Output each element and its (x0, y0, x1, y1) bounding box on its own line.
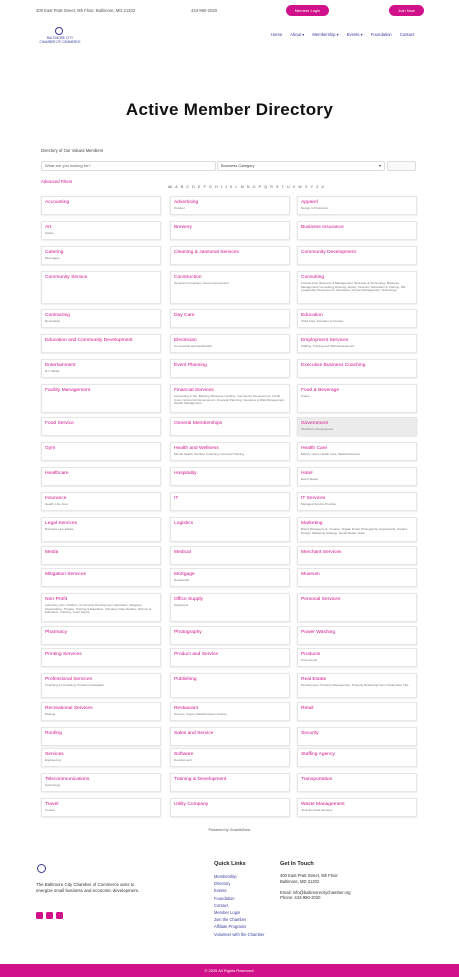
category-name: Roofing (45, 731, 62, 736)
category-name: General Memberships (174, 421, 223, 426)
category-card[interactable] (170, 648, 290, 667)
category-select-value: Business Category (221, 163, 255, 168)
category-name: Telecommunications (45, 777, 90, 782)
category-name: Office Supply (174, 597, 203, 602)
category-subcategories: Studio (45, 231, 54, 235)
category-card[interactable] (297, 568, 417, 587)
category-card[interactable] (41, 568, 161, 587)
category-card[interactable] (297, 673, 417, 698)
category-subcategories: Business Law, Estate (45, 527, 74, 531)
category-subcategories: Mental Health, Nutrition Coaching, Personal Training (174, 452, 244, 456)
category-name: Hotel (301, 471, 313, 476)
category-subcategories: Equipment (174, 603, 189, 607)
category-subcategories: Outdoor (174, 206, 185, 210)
category-subcategories: Event Space (301, 477, 319, 481)
join-now-button[interactable]: Join Now (389, 5, 424, 16)
chamber-logo[interactable] (38, 27, 82, 47)
category-card[interactable] (297, 271, 417, 304)
alpha-filter-b[interactable]: B (180, 185, 184, 189)
category-card[interactable] (297, 773, 417, 792)
alpha-filter-d[interactable]: D (192, 185, 195, 189)
category-card[interactable] (170, 196, 290, 215)
category-name: IT Services (301, 496, 326, 501)
nav-item-contact[interactable]: Contact (399, 32, 415, 37)
contact-line: 400 East Pratt Street, 8th Floor (280, 873, 338, 878)
alpha-filter-q[interactable]: Q (264, 185, 268, 189)
category-name: Advertising (174, 200, 199, 205)
category-subcategories: Coaching & Consulting, Private Investigation (45, 683, 105, 687)
category-subcategories: General Contracting, Home Improvement (174, 281, 229, 285)
footer-logo[interactable] (36, 864, 48, 876)
category-name: Construction (174, 275, 202, 280)
alpha-filter-p[interactable]: P (258, 185, 262, 189)
category-card[interactable] (297, 417, 417, 436)
alpha-filter-j[interactable]: J (224, 185, 227, 189)
category-subcategories: Grocery, Vegan, Mediterranean Cuisine (174, 712, 227, 716)
alpha-filter-i[interactable]: I (220, 185, 222, 189)
category-name: Event Planning (174, 363, 207, 368)
category-card[interactable] (41, 467, 161, 486)
category-name: Health and Wellness (174, 446, 219, 451)
category-card[interactable] (41, 546, 161, 565)
category-name: Retail (301, 706, 314, 711)
category-card[interactable] (170, 221, 290, 240)
category-subcategories: DJ / Media (45, 369, 60, 373)
alpha-filter-v[interactable]: V (292, 185, 296, 189)
category-card[interactable] (170, 467, 290, 486)
category-card[interactable] (170, 568, 290, 587)
nav-item-foundation[interactable]: Foundation (370, 32, 392, 37)
category-card[interactable] (41, 517, 161, 542)
category-card[interactable] (41, 492, 161, 511)
category-card[interactable] (297, 246, 417, 265)
category-name: Legal Services (45, 521, 78, 526)
category-subcategories: Development, Property Management, Property Redevelopment, Residential, Title (301, 683, 409, 687)
facebook-icon[interactable] (36, 912, 43, 919)
category-card[interactable] (297, 626, 417, 645)
category-name: Training & Development (174, 777, 227, 782)
category-card[interactable] (170, 334, 290, 353)
powered-by-text: Powered by GrowthZone (208, 828, 251, 832)
category-card[interactable] (297, 748, 417, 767)
category-card[interactable] (41, 773, 161, 792)
category-name: Software (174, 752, 194, 757)
category-name: Cleaning & Janitorial Services (174, 250, 239, 255)
advanced-filters-link[interactable]: Advanced Filters (41, 179, 73, 184)
logo-line2: CHAMBER OF COMMERCE (39, 40, 81, 44)
alpha-filter-r[interactable]: R (270, 185, 273, 189)
category-name: Government (301, 421, 328, 426)
category-name: Day Care (174, 313, 195, 318)
search-input[interactable]: What are you looking for? (41, 161, 216, 171)
category-card[interactable] (41, 246, 161, 265)
category-card[interactable] (170, 309, 290, 328)
category-card[interactable] (41, 384, 161, 413)
category-card[interactable] (41, 673, 161, 698)
alphabet-filter (168, 185, 324, 189)
category-subcategories: Promotional (301, 658, 318, 662)
contact-info (280, 873, 351, 901)
category-card[interactable] (297, 798, 417, 817)
category-subcategories: Child Care, Freedom of Literacy (301, 319, 344, 323)
category-card[interactable] (297, 359, 417, 378)
alpha-filter-f[interactable]: F (203, 185, 206, 189)
quick-link[interactable]: Member Login (214, 910, 241, 916)
top-bar (0, 0, 459, 22)
alpha-filter-all[interactable]: All (168, 185, 172, 189)
alpha-filter-t[interactable]: T (281, 185, 284, 189)
nav-item-events[interactable]: Events ▾ (346, 32, 363, 37)
category-subcategories: Brand Management, Creative, Digital, Email, Photography, Experiential, Graphic Design, Marketing Strategy, Social Media, Video (301, 527, 408, 535)
alpha-filter-a[interactable]: A (175, 185, 178, 189)
category-card[interactable] (297, 442, 417, 461)
category-name: Education and Community Development (45, 338, 133, 343)
category-card[interactable] (41, 648, 161, 667)
category-name: Recreational Services (45, 706, 93, 711)
category-name: Accounting (45, 200, 70, 205)
category-card[interactable] (41, 748, 161, 767)
category-name: Sales and Service (174, 731, 214, 736)
category-name: Pharmacy (45, 630, 68, 635)
footer-logo-mark-icon (37, 864, 46, 873)
category-name: Publishing (174, 677, 197, 682)
category-name: Logistics (174, 521, 194, 526)
contact-line: Email: info@baltimorecitychamber.org (280, 889, 351, 895)
category-subcategories: Renovation (45, 319, 61, 323)
category-subcategories: Cakes (301, 394, 310, 398)
category-card[interactable] (297, 593, 417, 622)
category-card[interactable] (170, 626, 290, 645)
category-card[interactable] (170, 702, 290, 721)
phone-text[interactable]: 443-960-2020 (191, 8, 218, 13)
quick-link[interactable]: Contact (214, 902, 229, 908)
category-card[interactable] (41, 221, 161, 240)
category-card[interactable] (41, 593, 161, 622)
alpha-filter-l[interactable]: L (235, 185, 238, 189)
category-card[interactable] (170, 773, 290, 792)
category-card[interactable] (297, 517, 417, 542)
category-card[interactable] (170, 673, 290, 698)
alpha-filter-g[interactable]: G (208, 185, 212, 189)
alpha-filter-x[interactable]: X (305, 185, 308, 189)
category-name: Employment Services (301, 338, 349, 343)
address-text: 400 East Pratt Street, 8th Floor, Baltimore, MD 21202 (36, 8, 136, 13)
category-card[interactable] (41, 798, 161, 817)
nav-item-membership[interactable]: Membership ▾ (312, 32, 339, 37)
member-login-button[interactable]: Member Login (286, 5, 329, 16)
category-name: Executive Business Coaching (301, 363, 366, 368)
category-name: Community Service (45, 275, 88, 280)
category-name: Utility Company (174, 802, 209, 807)
category-name: Power Washing (301, 630, 336, 635)
category-subcategories: Technology (45, 783, 61, 787)
category-card[interactable] (41, 702, 161, 721)
category-card[interactable] (297, 727, 417, 746)
quick-link[interactable]: Directory (214, 881, 231, 887)
category-name: Products (301, 652, 321, 657)
category-card[interactable] (41, 359, 161, 378)
category-subcategories: Design & Production (301, 206, 329, 210)
category-card[interactable] (170, 384, 290, 413)
alpha-filter-c[interactable]: C (186, 185, 189, 189)
category-card[interactable] (41, 417, 161, 436)
quick-link[interactable]: Affiliate Programs (214, 924, 247, 930)
category-subcategories: Junk Removal Services (301, 808, 333, 812)
category-subcategories: Health, Life, Auto (45, 502, 68, 506)
category-card[interactable] (297, 467, 417, 486)
category-name: Apparel (301, 200, 318, 205)
nav-item-about[interactable]: About ▾ (290, 32, 305, 37)
alpha-filter-e[interactable]: E (197, 185, 201, 189)
category-name: Product and Service (174, 652, 219, 657)
category-subcategories: Residential (174, 578, 189, 582)
category-card[interactable] (41, 442, 161, 461)
contact-line: Phone: 443-960-2020 (280, 895, 321, 901)
quick-link[interactable]: Join the Chamber (214, 917, 247, 923)
category-card[interactable] (297, 334, 417, 353)
alpha-filter-y[interactable]: Y (310, 185, 313, 189)
category-card[interactable] (170, 442, 290, 461)
category-name: Restaurant (174, 706, 198, 711)
category-name: Entertainment (45, 363, 76, 368)
category-subcategories: Boating (45, 712, 56, 716)
category-name: Printing Services (45, 652, 82, 657)
category-card[interactable] (170, 798, 290, 817)
quick-link[interactable]: Membership (214, 874, 237, 879)
nav-item-home[interactable]: Home (271, 32, 283, 37)
search-button[interactable] (387, 161, 416, 171)
category-subcategories: Engineering (45, 758, 62, 762)
alpha-filter-s[interactable]: S (276, 185, 279, 189)
category-card[interactable] (170, 546, 290, 565)
category-name: Staffing Agency (301, 752, 335, 757)
alpha-filter-w[interactable]: W (298, 185, 302, 189)
category-subcategories: Staffing, Training and Skill Development (301, 344, 355, 348)
category-name: Marketing (301, 521, 323, 526)
category-name: Healthcare (45, 471, 69, 476)
category-card[interactable] (297, 492, 417, 511)
category-card[interactable] (41, 309, 161, 328)
category-name: Facility Management (45, 388, 91, 393)
category-name: Professional Services (45, 677, 93, 682)
quick-link[interactable]: Foundation (214, 895, 235, 901)
category-name: Merchant Services (301, 550, 342, 555)
category-name: Non-Profit (45, 597, 68, 602)
category-name: Hospitality (174, 471, 197, 476)
category-name: Gym (45, 446, 56, 451)
category-card[interactable] (170, 417, 290, 436)
instagram-icon[interactable] (46, 912, 53, 919)
main-nav (271, 32, 414, 38)
category-card[interactable] (297, 702, 417, 721)
category-name: Financial Services (174, 388, 214, 393)
category-name: Media (45, 550, 59, 555)
category-name: Health Care (301, 446, 328, 451)
category-card[interactable] (297, 546, 417, 565)
category-card[interactable] (41, 727, 161, 746)
alpha-filter-k[interactable]: K (229, 185, 233, 189)
category-card[interactable] (170, 492, 290, 511)
category-name: Mortgage (174, 572, 195, 577)
quick-links-list (214, 873, 265, 938)
category-name: Transportation (301, 777, 333, 782)
footer-description: The Baltimore City Chamber of Commerce aims to energize small business and economic development. (36, 882, 139, 893)
alpha-filter-u[interactable]: U (287, 185, 290, 189)
category-name: Medical (174, 550, 191, 555)
category-name: Mitigation Services (45, 572, 87, 577)
category-card[interactable] (297, 384, 417, 413)
alpha-filter-z[interactable]: Z (316, 185, 319, 189)
category-name: Services (45, 752, 64, 757)
category-subcategories: Managed Service Provider (301, 502, 337, 506)
category-name: Personal Services (301, 597, 341, 602)
alpha-filter-o[interactable]: O (252, 185, 256, 189)
category-name: Real Estate (301, 677, 327, 682)
category-card[interactable] (170, 517, 290, 542)
copyright-bar: © 2025 All Rights Reserved. (0, 964, 459, 977)
business-category-select[interactable] (217, 161, 385, 171)
chevron-down-icon: ▾ (378, 163, 381, 168)
category-card[interactable] (41, 626, 161, 645)
category-name: Security (301, 731, 319, 736)
category-subcategories: Workforce Development (301, 427, 334, 431)
category-name: Contracting (45, 313, 71, 318)
category-card[interactable] (170, 359, 290, 378)
logo-mark-icon (55, 27, 63, 35)
category-name: Art (45, 225, 52, 230)
category-card[interactable] (41, 196, 161, 215)
category-card[interactable] (170, 593, 290, 622)
category-name: Community Development (301, 250, 356, 255)
category-subcategories: Beverages (45, 256, 60, 260)
quick-link[interactable]: Volunteer with the Chamber (214, 931, 265, 937)
category-card[interactable] (170, 246, 290, 265)
category-name: Food Service (45, 421, 74, 426)
category-name: Electrician (174, 338, 197, 343)
category-subcategories: Architectural, Business & Management, Business & Technology, Business Management Consulting, Diversity, Equity, Inclusion, Education & Training, HR, Leadership Development, Operations, Project Management, Technology (301, 281, 406, 293)
alpha-filter-h[interactable]: H (214, 185, 218, 189)
directory-subheading: Directory of Our Valued Members (41, 148, 104, 153)
category-name: Food & Beverage (301, 388, 340, 393)
category-name: Photography (174, 630, 202, 635)
category-name: Travel (45, 802, 59, 807)
category-subcategories: Advocacy, Arts, Children, Community Development, Education, Religious Organization, Theatre, Training & Education, Volunteer Opportunities, Women & Education, Training, Youth Sports (45, 603, 152, 615)
category-subcategories: Cruises (45, 808, 56, 812)
page-title: Active Member Directory (125, 100, 334, 119)
category-name: Education (301, 313, 323, 318)
category-card[interactable] (297, 309, 417, 328)
alpha-filter-m[interactable]: M (240, 185, 244, 189)
category-subcategories: Development (174, 758, 192, 762)
linkedin-icon[interactable] (56, 912, 63, 919)
contact-line: Baltimore, MD 21202 (280, 878, 320, 884)
category-name: Consulting (301, 275, 325, 280)
category-card[interactable] (297, 196, 417, 215)
category-name: Catering (45, 250, 64, 255)
category-name: IT (174, 496, 179, 501)
category-card[interactable] (170, 271, 290, 304)
category-card[interactable] (41, 334, 161, 353)
quick-link[interactable]: Events (214, 888, 227, 894)
category-card[interactable] (170, 727, 290, 746)
category-card[interactable] (170, 748, 290, 767)
get-in-touch-heading: Get In Touch (280, 861, 314, 867)
category-name: Brewery (174, 225, 192, 230)
quick-links-heading: Quick Links (214, 861, 246, 867)
alpha-filter-n[interactable]: N (246, 185, 250, 189)
alpha-filter-hash[interactable]: # (321, 185, 324, 189)
category-subcategories: Commercial and Residential (174, 344, 212, 348)
category-subcategories: Accounting & Tax, Banking, Business Lending, Community Development, Credit Union, Economic Development, Financial Planning, Insurance & Risk Management, Wealth Management (174, 394, 285, 406)
logo-line1: BALTIMORE CITY (46, 36, 74, 40)
category-name: Waste Management (301, 802, 345, 807)
category-card[interactable] (297, 221, 417, 240)
category-subcategories: Elderly, Home Health Care, Medical Devices (301, 452, 360, 456)
category-card[interactable] (41, 271, 161, 304)
category-name: Insurance (45, 496, 67, 501)
category-name: Business Insurance (301, 225, 344, 230)
category-name: Museum (301, 572, 320, 577)
category-card[interactable] (297, 648, 417, 667)
